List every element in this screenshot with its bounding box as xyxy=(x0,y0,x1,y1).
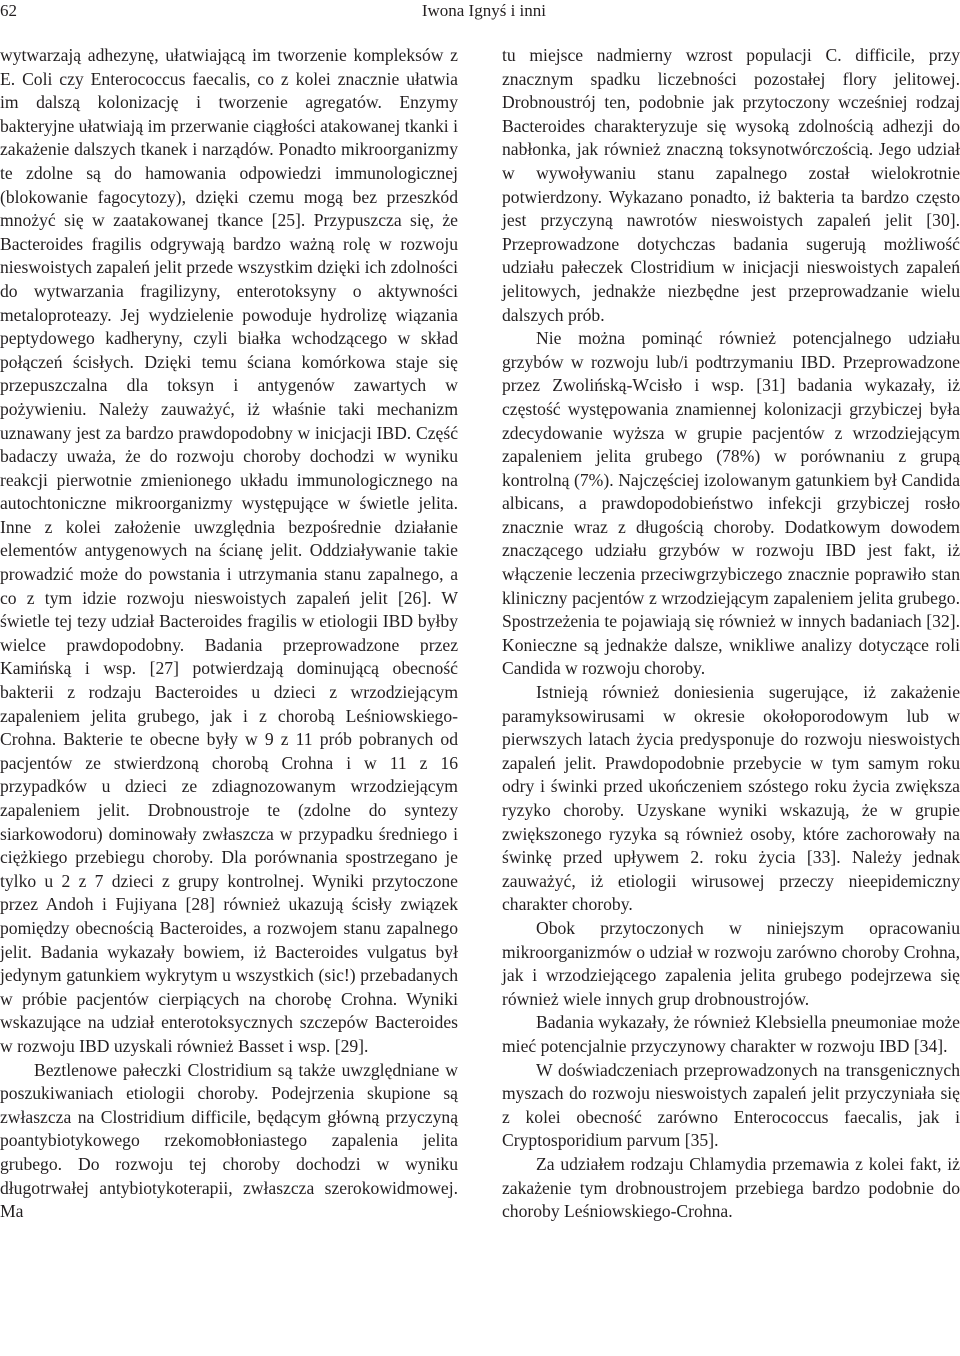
paragraph: Nie można pominąć również potencjalnego udziału grzybów w rozwoju lub/i podtrzymaniu IBD. Przeprowadzone przez Zwolińską-Wcisło i wsp. [31] badania wykazały, iż częstość występowania znamiennej kolonizacji grzybiczej była zdecydowanie wyższa w grupie pacjentów z wrzodziejącym zapaleniem jelita grubego (78%) w porównaniu z grupą kontrolną (7%). Najczęściej izolowanym gatunkiem był Candida albicans, a prawdopodobieństwo infekcji grzybiczej rosło znacznie wraz z długością choroby. Dodatkowym dowodem znaczącego udziału grzybów w rozwoju IBD jest fakt, iż włączenie leczenia przeciwgrzybiczego znacznie poprawiło stan kliniczny pacjentów z wrzodziejącym zapaleniem jelita grubego. Spostrzeżenia te pojawiają się również w innych badaniach [32]. Konieczne są jednakże dalsze, wnikliwe analizy dotyczące roli Candida w rozwoju choroby. xyxy=(502,328,960,679)
right-column xyxy=(502,44,960,1224)
paragraph: W doświadczeniach przeprowadzonych na transgenicznych myszach do rozwoju nieswoistych zapaleń jelit przyczyniała się z kolei obecność zarówno Enterococcus faecalis, jak i Cryptosporidium parvum [35]. xyxy=(502,1059,960,1151)
paragraph: Badania wykazały, że również Klebsiella pneumoniae może mieć potencjalnie przyczynowy charakter w rozwoju IBD [34]. xyxy=(502,1012,960,1056)
paragraph: Istnieją również doniesienia sugerujące, iż zakażenie paramyksowirusami w okresie okołoporodowym lub w pierwszych latach życia predysponuje do rozwoju nieswoistych zapaleń jelit. Prawdopodobnie przebycie w tym samym roku odry i świnki przed ukończeniem szóstego roku życia zwiększa ryzyko choroby. Uzyskane wyniki wskazują, że w grupie zwiększonego ryzyka są również osoby, które zachorowały na świnkę przed upływem 2. roku życia [33]. Należy jednak zauważyć, iż etiologii wirusowej przeczy nieepidemiczny charakter choroby. xyxy=(502,682,960,915)
left-column xyxy=(0,44,458,1224)
paragraph: Za udziałem rodzaju Chlamydia przemawia z kolei fakt, iż zakażenie tym drobnoustrojem przebiega bardzo podobnie do choroby Leśniowskiego-Crohna. xyxy=(502,1153,960,1222)
running-header xyxy=(0,0,960,24)
paragraph: wytwarzają adhezynę, ułatwiającą im tworzenie kompleksów z E. Coli czy Enterococcus faecalis, co z kolei znacznie ułatwia im dalszą kolonizację i tworzenie agregatów. Enzymy bakteryjne ułatwiają im przerwanie ciągłości atakowanej tkanki i zakażenie dalszych tkanek i narządów. Ponadto mikroorganizmy te zdolne są do hamowania odpowiedzi immunologicznej (blokowanie fagocytozy), dzięki czemu mogą bez przeszkód mnożyć się w zaatakowanej tkance [25]. Przypuszcza się, że Bacteroides fragilis odgrywają bardzo ważną rolę w rozwoju nieswoistych zapaleń jelit przede wszystkim dzięki ich zdolności do wytwarzania fragilizyny, enterotoksyny o aktywności metaloproteazy. Jej wydzielenie powoduje hydrolizę wiązania peptydowego kadheryny, czyli białka wchodzącego w skład połączeń ścisłych. Dzięki temu ściana komórkowa staje się przepuszczalna dla toksyn i antygenów zawartych w pożywieniu. Należy zauważyć, iż właśnie taki mechanizm uznawany jest za bardzo prawdopodobny w inicjacji IBD. Część badaczy uważa, że do rozwoju choroby dochodzi w wyniku reakcji pierwotnie zmienionego układu immunologicznego na autochtoniczne mikroorganizmy występujące w świetle jelita. Inne z kolei założenie uwzględnia bezpośrednie działanie elementów antygenowych na ścianę jelit. Oddziaływanie takie prowadzić może do powstania i utrzymania stanu zapalnego, a co z tym idzie rozwoju nieswoistych zapaleń jelit [26]. W świetle tej tezy udział Bacteroides fragilis w etiologii IBD byłby wielce prawdopodobny. Badania przeprowadzone przez Kamińską i wsp. [27] potwierdzają dominującą obecność bakterii z rodzaju Bacteroides u dzieci z wrzodziejącym zapaleniem jelita grubego, jak i z chorobą Leśniowskiego-Crohna. Bakterie te obecne były w 9 z 11 prób pobranych od pacjentów ze stwierdzoną chorobą Crohna i w 11 z 16 przypadków u dzieci ze zdiagnozowanym wrzodziejącym zapaleniem jelit. Drobnoustroje te (zdolne do syntezy siarkowodoru) dominowały zwłaszcza w przypadku średniego i ciężkiego przebiegu choroby. Dla porównania spostrzegano je tylko u 2 z 7 dzieci z grupy kontrolnej. Wyniki przytoczone przez Andoh i Fujiyana [28] również ukazują ścisły związek pomiędzy obecnością Bacteroides, a rozwojem stanu zapalnego jelit. Badania wykazały bowiem, iż Bacteroides vulgatus był jedynym gatunkiem wykrytym u wszystkich (sic!) przebadanych w próbie pacjentów cierpiących na chorobę Crohna. Wyniki wskazujące na udział enterotoksycznych szczepów Bacteroides w rozwoju IBD uzyskali również Basset i wsp. [29]. xyxy=(0,45,458,1056)
running-header-authors: Iwona Ignyś i inni xyxy=(421,1,546,20)
paragraph: Beztlenowe pałeczki Clostridium są także uwzględniane w poszukiwaniach etiologii choroby. Podejrzenia skupione są zwłaszcza na Clostridium difficile, będącym główną przyczyną poantybiotykowego rzekomobłoniastego zapalenia jelita grubego. Do rozwoju tej choroby dochodzi w wyniku długotrwałej antybiotykoterapii, zwłaszcza szerokowidmowej. Ma xyxy=(0,1059,458,1222)
paragraph: tu miejsce nadmierny wzrost populacji C. difficile, przy znacznym spadku liczebności pozostałej flory jelitowej. Drobnoustrój ten, podobnie jak przytoczony wcześniej rodzaj Bacteroides charakteryzuje się wysoką zdolnością adhezji do nabłonka, jak również znaczną toksynotwórczością. Jego udział w wywoływaniu stanu zapalnego został wielokrotnie potwierdzony. Wykazano ponadto, iż bakteria ta bardzo często jest przyczyną nawrotów nieswoistych zapaleń jelit [30]. Przeprowadzone dotychczas badania sugerują możliwość udziału pałeczek Clostridium w inicjacji nieswoistych zapaleń jelitowych, jednakże niezbędne jest przeprowadzanie wielu dalszych prób. xyxy=(502,45,960,325)
paragraph: Obok przytoczonych w niniejszym opracowaniu mikroorganizmów o udział w rozwoju zarówno choroby Crohna, jak i wrzodziejącego zapalenia jelita grubego podejrzewa się również wiele innych grup drobnoustrojów. xyxy=(502,917,960,1009)
page-number: 62 xyxy=(0,1,17,20)
